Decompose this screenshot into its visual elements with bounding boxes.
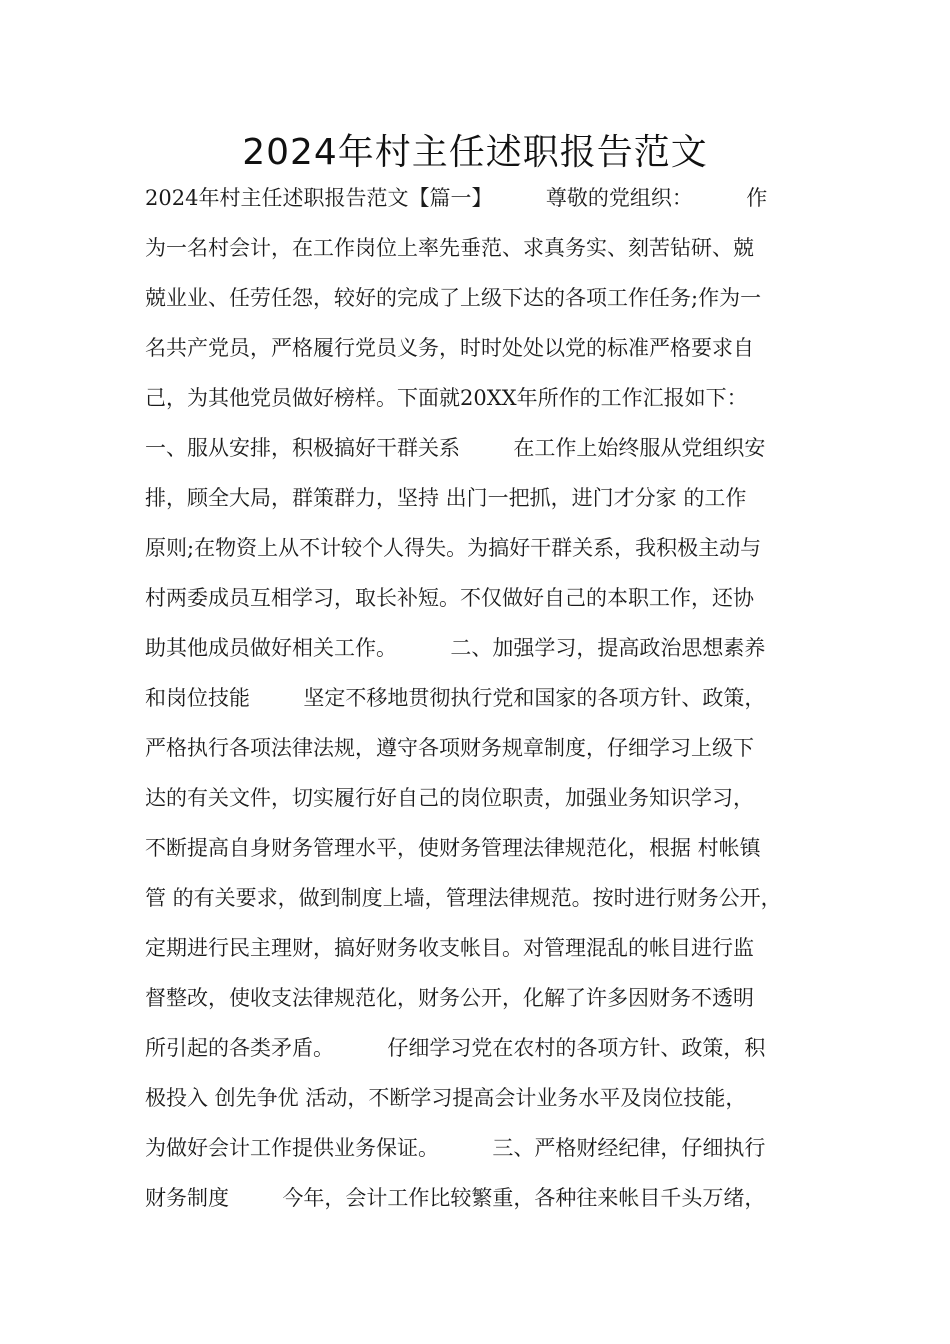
body-line-15: 管 的有关要求，做到制度上墙，管理法律规范。按时进行财务公开，	[145, 886, 782, 910]
body-line-7: 排，顾全大局，群策群力，坚持 出门一把抓，进门才分家 的工作	[145, 486, 747, 510]
body-line-8: 原则;在物资上从不计较个人得失。为搞好干群关系，我积极主动与	[145, 536, 762, 560]
body-line-18: 所引起的各类矛盾。 仔细学习党在农村的各项方针、政策，积	[145, 1036, 766, 1060]
body-line-16: 定期进行民主理财，搞好财务收支帐目。对管理混乱的帐目进行监	[145, 936, 754, 960]
body-line-14: 不断提高自身财务管理水平，使财务管理法律规范化，根据 村帐镇	[145, 836, 761, 860]
body-line-20: 为做好会计工作提供业务保证。 三、严格财经纪律，仔细执行	[145, 1136, 766, 1160]
body-line-9: 村两委成员互相学习，取长补短。不仅做好自己的本职工作，还协	[145, 586, 754, 610]
body-line-13: 达的有关文件，切实履行好自己的岗位职责，加强业务知识学习，	[145, 786, 754, 810]
body-line-19: 极投入 创先争优 活动，不断学习提高会计业务水平及岗位技能，	[145, 1086, 747, 1110]
body-line-11: 和岗位技能 坚定不移地贯彻执行党和国家的各项方针、政策，	[145, 686, 766, 710]
body-line-17: 督整改，使收支法律规范化，财务公开，化解了许多因财务不透明	[145, 986, 754, 1010]
body-line-10: 助其他成员做好相关工作。 二、加强学习，提高政治思想素养	[145, 636, 766, 660]
body-line-5: 己，为其他党员做好榜样。下面就20XX年所作的工作汇报如下：	[145, 386, 748, 410]
body-line-21: 财务制度 今年，会计工作比较繁重，各种往来帐目千头万绪，	[145, 1186, 766, 1210]
document-title: 2024年村主任述职报告范文	[242, 132, 708, 173]
body-line-3: 兢业业、任劳任怨，较好的完成了上级下达的各项工作任务;作为一	[145, 286, 762, 310]
body-line-12: 严格执行各项法律法规，遵守各项财务规章制度，仔细学习上级下	[145, 736, 754, 760]
body-line-2: 为一名村会计，在工作岗位上率先垂范、求真务实、刻苦钻研、兢	[145, 236, 754, 260]
body-line-6: 一、服从安排，积极搞好干群关系 在工作上始终服从党组织安	[145, 436, 766, 460]
body-line-4: 名共产党员，严格履行党员义务，时时处处以党的标准严格要求自	[145, 336, 754, 360]
body-line-1: 2024年村主任述职报告范文【篇一】 尊敬的党组织： 作	[145, 186, 768, 210]
